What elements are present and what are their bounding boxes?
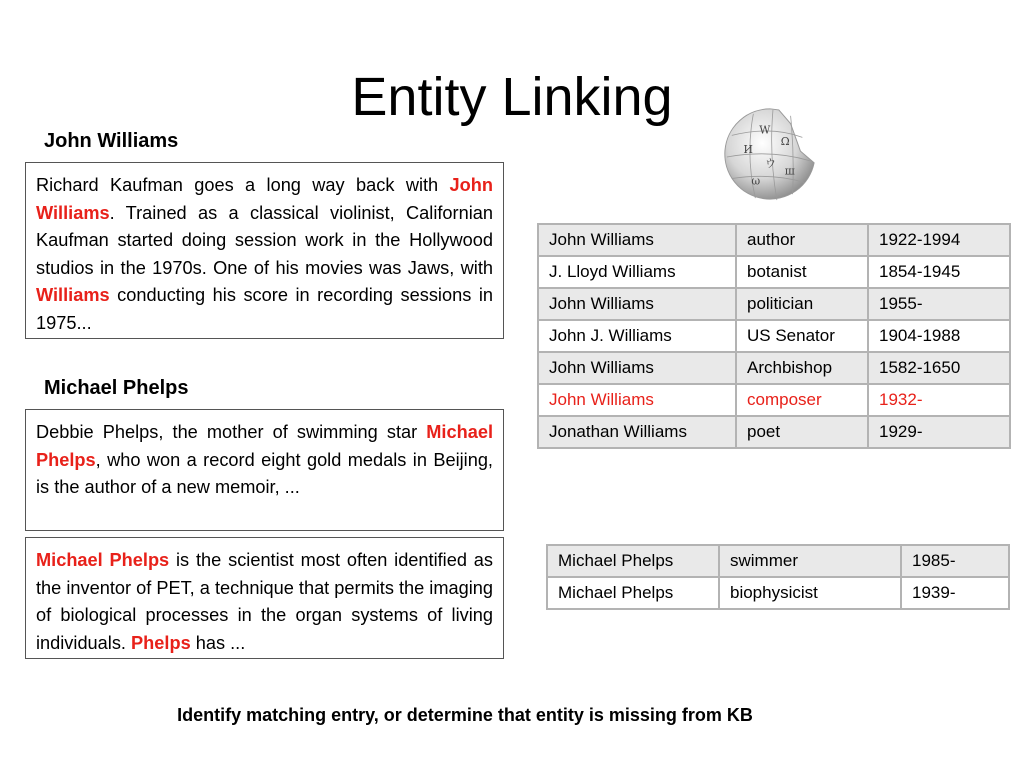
svg-text:ш: ш — [784, 164, 795, 178]
kb-cell-years: 1922-1994 — [868, 224, 1010, 256]
kb-cell-name: Michael Phelps — [547, 545, 719, 577]
kb-cell-name: John Williams — [538, 224, 736, 256]
kb-row — [538, 288, 1010, 320]
kb-table-williams — [537, 223, 1011, 449]
kb-table-phelps — [546, 544, 1010, 610]
kb-row — [538, 256, 1010, 288]
text-segment: , who won a record eight gold medals in Beijing, is the author of a new memoir, ... — [36, 449, 493, 497]
kb-cell-years: 1904-1988 — [868, 320, 1010, 352]
text-michael-phelps-scientist — [25, 537, 504, 659]
text-segment: is the scientist most often identified as the inventor of PET, a technique that permits the imaging of biological processes in the organ systems of living individuals. — [36, 550, 493, 653]
kb-cell-role: Archbishop — [736, 352, 868, 384]
kb-cell-name: Michael Phelps — [547, 577, 719, 609]
entity-mention: Williams — [36, 285, 110, 305]
kb-row — [547, 577, 1009, 609]
kb-cell-role: US Senator — [736, 320, 868, 352]
text-michael-phelps-swimmer — [25, 409, 504, 531]
text-segment: Richard Kaufman goes a long way back with — [36, 175, 450, 195]
kb-cell-years: 1932- — [868, 384, 1010, 416]
kb-cell-years: 1955- — [868, 288, 1010, 320]
wikipedia-globe-icon — [722, 106, 820, 204]
kb-cell-name: John J. Williams — [538, 320, 736, 352]
entity-mention: John Williams — [36, 175, 493, 223]
entity-mention: Michael Phelps — [36, 422, 493, 470]
entity-mention: Phelps — [131, 632, 191, 653]
svg-text:Ω: Ω — [780, 135, 790, 149]
text-segment: Debbie Phelps, the mother of swimming star — [36, 422, 427, 442]
kb-row — [538, 224, 1010, 256]
kb-cell-role: politician — [736, 288, 868, 320]
kb-cell-role: author — [736, 224, 868, 256]
text-segment: has ... — [190, 632, 246, 653]
heading-michael-phelps: Michael Phelps — [44, 377, 189, 399]
kb-cell-role: swimmer — [719, 545, 901, 577]
text-john-williams — [25, 162, 504, 339]
kb-cell-name: J. Lloyd Williams — [538, 256, 736, 288]
svg-text:ω: ω — [751, 174, 761, 188]
kb-cell-role: poet — [736, 416, 868, 448]
text-segment: . Trained as a classical violinist, Californian Kaufman started doing session work in the Hollywood studios in the 1970s. One of his movies was Jaws, with — [36, 202, 493, 278]
kb-cell-name: John Williams — [538, 288, 736, 320]
svg-text:И: И — [743, 143, 753, 157]
entity-mention: Michael Phelps — [36, 550, 170, 570]
kb-row — [538, 320, 1010, 352]
kb-cell-years: 1939- — [901, 577, 1009, 609]
svg-text:W: W — [759, 123, 771, 137]
kb-cell-role: composer — [736, 384, 868, 416]
heading-john-williams: John Williams — [44, 130, 179, 152]
kb-row — [547, 545, 1009, 577]
slide-title: Entity Linking — [351, 67, 673, 127]
svg-text:ウ: ウ — [765, 156, 776, 170]
kb-row — [538, 384, 1010, 416]
instruction-footer: Identify matching entry, or determine that entity is missing from KB — [177, 705, 753, 725]
kb-cell-years: 1985- — [901, 545, 1009, 577]
kb-row — [538, 416, 1010, 448]
kb-row — [538, 352, 1010, 384]
kb-cell-role: botanist — [736, 256, 868, 288]
kb-cell-name: John Williams — [538, 352, 736, 384]
kb-cell-name: Jonathan Williams — [538, 416, 736, 448]
text-segment: conducting his score in recording sessions in 1975... — [36, 285, 493, 333]
kb-cell-years: 1582-1650 — [868, 352, 1010, 384]
kb-cell-role: biophysicist — [719, 577, 901, 609]
kb-cell-years: 1854-1945 — [868, 256, 1010, 288]
kb-cell-name: John Williams — [538, 384, 736, 416]
kb-cell-years: 1929- — [868, 416, 1010, 448]
